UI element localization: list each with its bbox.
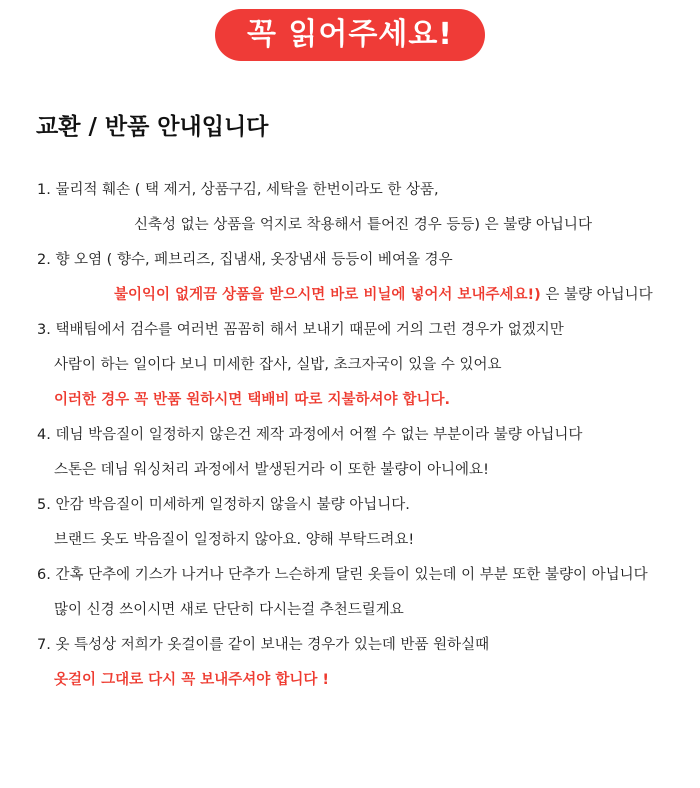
item-5-line-1: 5. 안감 박음질이 미세하게 일정하지 않을시 불량 아닙니다. (37, 497, 410, 513)
item-6-line-1: 6. 간혹 단추에 기스가 나거나 단추가 느슨하게 달린 옷들이 있는데 이 부분 또한 불량이 아닙니다 (37, 567, 648, 583)
item-1-line-1: 1. 물리적 훼손 ( 택 제거, 상품구김, 세탁을 한번이라도 한 상품, (37, 182, 439, 198)
item-2-line-1: 2. 향 오염 ( 향수, 페브리즈, 집냄새, 옷장냄새 등등이 베여올 경우 (37, 252, 453, 268)
item-2-line-2 (114, 285, 653, 305)
item-1-line-2: 신축성 없는 상품을 억지로 착용해서 틑어진 경우 등등) 은 불량 아닙니다 (134, 217, 592, 233)
item-4-line-2: 스톤은 데님 워싱처리 과정에서 발생된거라 이 또한 불량이 아니에요! (54, 462, 489, 478)
notice-banner: 꼭 읽어주세요! (215, 9, 485, 61)
item-7-warning: 옷걸이 그대로 다시 꼭 보내주셔야 합니다 ! (54, 672, 330, 688)
item-6-line-2: 많이 신경 쓰이시면 새로 단단히 다시는걸 추천드릴게요 (54, 602, 404, 618)
item-4-line-1: 4. 데님 박음질이 일정하지 않은건 제작 과정에서 어쩔 수 없는 부분이라 불량 아닙니다 (37, 427, 583, 443)
item-2-tail: 은 불량 아닙니다 (540, 287, 653, 303)
item-3-warning: 이러한 경우 꼭 반품 원하시면 택배비 따로 지불하셔야 합니다. (54, 392, 451, 408)
item-3-line-1: 3. 택배팀에서 검수를 여러번 꼼꼼히 해서 보내기 때문에 거의 그런 경우가 없겠지만 (37, 322, 564, 338)
page-title: 교환 / 반품 안내입니다 (36, 114, 269, 140)
item-7-line-1: 7. 옷 특성상 저희가 옷걸이를 같이 보내는 경우가 있는데 반품 원하실때 (37, 637, 490, 653)
item-3-line-2: 사람이 하는 일이다 보니 미세한 잡사, 실밥, 초크자국이 있을 수 있어요 (54, 357, 502, 373)
item-2-warning: 불이익이 없게끔 상품을 받으시면 바로 비닐에 넣어서 보내주세요!) (114, 287, 541, 303)
item-5-line-2: 브랜드 옷도 박음질이 일정하지 않아요. 양해 부탁드려요! (54, 532, 415, 548)
